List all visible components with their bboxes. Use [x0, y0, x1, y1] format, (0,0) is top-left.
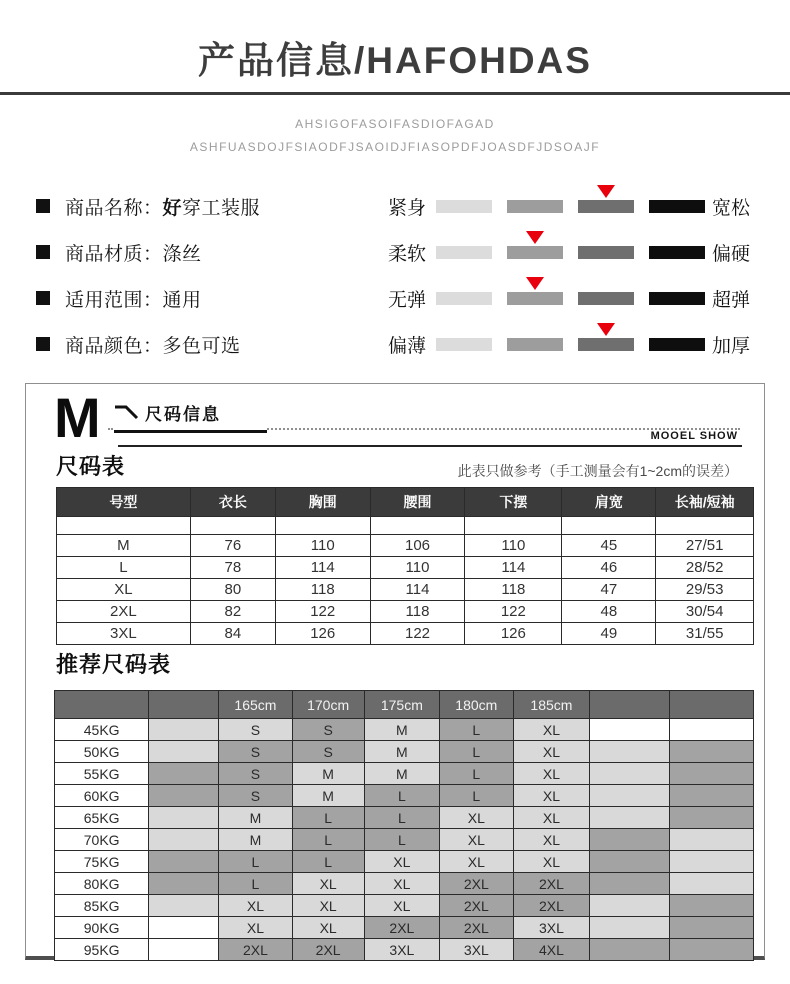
recommend-size-cell	[670, 895, 754, 917]
size-table-cell: 122	[275, 601, 370, 623]
recommend-size-cell: XL	[513, 763, 590, 785]
size-table-cell: 45	[562, 535, 656, 557]
recommend-size-cell: S	[219, 719, 292, 741]
recommend-size-cell	[590, 829, 670, 851]
scale-bar-4	[649, 292, 705, 305]
recommend-size-cell: XL	[219, 917, 292, 939]
recommend-size-cell	[590, 895, 670, 917]
fabric-scale-list	[388, 183, 750, 367]
page-title: 产品信息/HAFOHDAS	[198, 40, 592, 81]
recommend-size-cell: L	[440, 763, 513, 785]
recommend-size-cell	[670, 829, 754, 851]
recommend-size-cell	[590, 873, 670, 895]
recommend-size-cell: 2XL	[513, 895, 590, 917]
size-table-cell: 30/54	[656, 601, 754, 623]
recommend-table-header-cell	[149, 691, 219, 719]
recommend-size-cell	[149, 829, 219, 851]
recommend-size-cell: XL	[440, 851, 513, 873]
scale-bar-2	[507, 246, 563, 259]
size-table-cell: L	[57, 557, 191, 579]
recommend-size-cell: XL	[513, 851, 590, 873]
size-table-cell: 3XL	[57, 623, 191, 645]
size-table-header-cell: 衣长	[190, 488, 275, 517]
size-table-cell: 110	[370, 557, 465, 579]
recommend-table-row	[55, 785, 754, 807]
m-logo: M	[54, 386, 101, 449]
model-show-label: MOOEL SHOW	[643, 430, 738, 442]
recommend-size-cell: L	[440, 785, 513, 807]
product-attribute-row	[36, 183, 260, 229]
recommend-size-cell	[670, 719, 754, 741]
scale-bar-4	[649, 246, 705, 259]
recommend-size-cell: S	[292, 719, 364, 741]
weight-cell: 70KG	[55, 829, 149, 851]
scale-bar-2	[507, 292, 563, 305]
recommend-size-cell	[590, 719, 670, 741]
recommend-size-cell	[590, 807, 670, 829]
size-table-cell: 46	[562, 557, 656, 579]
recommend-size-cell	[670, 851, 754, 873]
bullet-square-icon	[36, 291, 50, 305]
recommend-size-cell: 2XL	[440, 917, 513, 939]
weight-cell: 75KG	[55, 851, 149, 873]
recommend-size-cell: XL	[364, 873, 439, 895]
size-table-cell: 29/53	[656, 579, 754, 601]
recommend-size-cell	[149, 851, 219, 873]
size-table-note: 此表只做参考（手工测量会有1~2cm的误差）	[457, 463, 738, 479]
attribute-text: 适用范围：通用	[65, 289, 202, 311]
recommend-size-cell: M	[364, 741, 439, 763]
recommend-size-cell	[670, 917, 754, 939]
size-table-cell: 48	[562, 601, 656, 623]
size-table-cell: 84	[190, 623, 275, 645]
recommend-size-cell	[670, 785, 754, 807]
product-attribute-row	[36, 275, 260, 321]
recommend-size-table	[54, 690, 754, 961]
size-table-header-row	[57, 488, 754, 517]
fabric-scale-row	[388, 229, 750, 275]
recommend-size-cell: S	[219, 763, 292, 785]
recommend-table-header-cell	[590, 691, 670, 719]
size-table-row	[57, 579, 754, 601]
recommend-size-cell: XL	[513, 807, 590, 829]
scale-bar-3	[578, 292, 634, 305]
recommend-size-cell	[590, 763, 670, 785]
weight-cell: 95KG	[55, 939, 149, 961]
recommend-size-cell: L	[364, 829, 439, 851]
recommend-size-cell: XL	[513, 741, 590, 763]
size-table-row	[57, 535, 754, 557]
scale-marker-icon	[526, 231, 544, 244]
recommend-table-row	[55, 939, 754, 961]
size-table-row	[57, 601, 754, 623]
scale-left-label: 紧身	[388, 197, 427, 219]
recommend-size-cell	[149, 917, 219, 939]
scale-bar-3	[578, 200, 634, 213]
attribute-text: 商品材质：涤丝	[65, 243, 202, 265]
scale-bar-3	[578, 338, 634, 351]
product-attribute-list	[36, 183, 260, 367]
recommend-size-cell: L	[440, 741, 513, 763]
recommend-table-header-cell	[670, 691, 754, 719]
recommend-size-cell: M	[364, 763, 439, 785]
recommend-table-row	[55, 895, 754, 917]
recommend-size-cell: L	[219, 851, 292, 873]
scale-right-label: 宽松	[712, 197, 751, 219]
recommend-size-cell: M	[364, 719, 439, 741]
size-table-header-cell: 腰围	[370, 488, 465, 517]
size-table-cell: 47	[562, 579, 656, 601]
weight-cell: 55KG	[55, 763, 149, 785]
size-table-cell: XL	[57, 579, 191, 601]
size-info-box	[25, 383, 765, 960]
recommend-table-row	[55, 873, 754, 895]
product-attribute-row	[36, 321, 260, 367]
recommend-size-cell: XL	[513, 785, 590, 807]
scale-bars	[436, 338, 705, 351]
size-table-row	[57, 623, 754, 645]
recommend-size-cell	[670, 807, 754, 829]
size-table-cell: 106	[370, 535, 465, 557]
recommend-size-cell: XL	[364, 895, 439, 917]
size-table-header-cell: 肩宽	[562, 488, 656, 517]
size-table-cell: 118	[275, 579, 370, 601]
weight-cell: 60KG	[55, 785, 149, 807]
size-table-cell: 126	[465, 623, 562, 645]
recommend-table-row	[55, 807, 754, 829]
spacer-row	[57, 517, 754, 535]
recommend-size-cell	[590, 851, 670, 873]
size-table-row	[57, 557, 754, 579]
recommend-size-cell: XL	[292, 895, 364, 917]
size-table-cell: 118	[370, 601, 465, 623]
recommend-table-row	[55, 741, 754, 763]
scale-bar-1	[436, 338, 492, 351]
scale-right-label: 加厚	[712, 335, 751, 357]
weight-cell: 85KG	[55, 895, 149, 917]
size-info-heading-group	[114, 400, 267, 433]
recommend-size-cell: 2XL	[513, 873, 590, 895]
size-table-cell: 114	[275, 557, 370, 579]
recommend-size-cell: L	[364, 807, 439, 829]
scale-bar-1	[436, 246, 492, 259]
recommend-size-cell	[670, 939, 754, 961]
recommend-size-cell	[149, 939, 219, 961]
recommend-size-cell	[149, 873, 219, 895]
attribute-text: 商品颜色：多色可选	[65, 335, 241, 357]
size-table-title: 尺码表	[56, 454, 126, 479]
fabric-scale-row	[388, 275, 750, 321]
recommend-size-cell: S	[219, 785, 292, 807]
scale-bars	[436, 246, 705, 259]
scale-left-label: 偏薄	[388, 335, 427, 357]
recommend-size-cell: M	[292, 785, 364, 807]
size-table-cell: 80	[190, 579, 275, 601]
recommend-size-cell	[149, 763, 219, 785]
size-table-cell: 118	[465, 579, 562, 601]
recommend-size-cell	[149, 785, 219, 807]
recommend-size-cell: XL	[364, 851, 439, 873]
scale-marker-icon	[526, 277, 544, 290]
recommend-size-cell	[670, 763, 754, 785]
solid-line	[118, 445, 742, 447]
recommend-table-header-cell: 170cm	[292, 691, 364, 719]
attribute-text: 商品名称：好穿工装服	[65, 197, 261, 219]
weight-cell: 50KG	[55, 741, 149, 763]
size-table-cell: 114	[465, 557, 562, 579]
empty-cell	[370, 517, 465, 535]
weight-cell: 45KG	[55, 719, 149, 741]
recommend-size-cell	[590, 741, 670, 763]
scale-bar-1	[436, 200, 492, 213]
recommend-size-cell: 2XL	[292, 939, 364, 961]
scale-right-label: 超弹	[712, 289, 751, 311]
recommend-table-title: 推荐尺码表	[56, 652, 172, 677]
recommend-size-cell: XL	[513, 829, 590, 851]
fabric-scale-row	[388, 183, 750, 229]
size-table-cell: 110	[465, 535, 562, 557]
recommend-table-header-row	[55, 691, 754, 719]
recommend-size-cell: S	[292, 741, 364, 763]
bullet-square-icon	[36, 199, 50, 213]
weight-cell: 80KG	[55, 873, 149, 895]
scale-left-label: 柔软	[388, 243, 427, 265]
size-table-cell: M	[57, 535, 191, 557]
scale-bar-3	[578, 246, 634, 259]
recommend-table-header-cell: 175cm	[364, 691, 439, 719]
fabric-scale-row	[388, 321, 750, 367]
size-table-cell: 78	[190, 557, 275, 579]
size-table-cell: 82	[190, 601, 275, 623]
recommend-table-row	[55, 917, 754, 939]
recommend-size-cell: M	[219, 807, 292, 829]
recommend-table-row	[55, 829, 754, 851]
size-table-cell: 2XL	[57, 601, 191, 623]
recommend-size-cell	[149, 719, 219, 741]
recommend-table-row	[55, 719, 754, 741]
scale-bar-4	[649, 338, 705, 351]
recommend-size-cell: 2XL	[364, 917, 439, 939]
recommend-size-cell: 3XL	[440, 939, 513, 961]
recommend-size-cell: 2XL	[219, 939, 292, 961]
size-table-cell: 27/51	[656, 535, 754, 557]
recommend-table-header-cell: 180cm	[440, 691, 513, 719]
recommend-size-cell: L	[364, 785, 439, 807]
recommend-table-header-cell: 165cm	[219, 691, 292, 719]
recommend-size-cell: XL	[440, 829, 513, 851]
size-table-cell: 122	[465, 601, 562, 623]
recommend-size-cell	[670, 741, 754, 763]
recommend-size-cell: XL	[440, 807, 513, 829]
empty-cell	[656, 517, 754, 535]
size-table-header-cell: 长袖/短袖	[656, 488, 754, 517]
recommend-size-cell: L	[292, 807, 364, 829]
bullet-square-icon	[36, 337, 50, 351]
recommend-size-cell	[149, 895, 219, 917]
size-table-cell: 49	[562, 623, 656, 645]
product-attribute-row	[36, 229, 260, 275]
scale-marker-icon	[597, 323, 615, 336]
size-table-cell: 76	[190, 535, 275, 557]
recommend-table-header-cell	[55, 691, 149, 719]
recommend-size-cell: 4XL	[513, 939, 590, 961]
size-table-cell: 28/52	[656, 557, 754, 579]
recommend-size-cell: XL	[292, 873, 364, 895]
recommend-size-cell: XL	[513, 719, 590, 741]
recommend-size-cell	[149, 741, 219, 763]
empty-cell	[465, 517, 562, 535]
recommend-size-cell	[590, 917, 670, 939]
size-table-cell: 122	[370, 623, 465, 645]
recommend-size-cell: XL	[219, 895, 292, 917]
recommend-table-row	[55, 851, 754, 873]
recommend-size-cell: XL	[292, 917, 364, 939]
size-table-cell: 114	[370, 579, 465, 601]
recommend-size-cell	[670, 873, 754, 895]
recommend-size-cell: L	[219, 873, 292, 895]
empty-cell	[275, 517, 370, 535]
recommend-size-cell: 2XL	[440, 895, 513, 917]
size-table-header-cell: 号型	[57, 488, 191, 517]
size-table	[56, 487, 754, 645]
empty-cell	[57, 517, 191, 535]
scale-right-label: 偏硬	[712, 243, 751, 265]
recommend-size-cell	[590, 939, 670, 961]
recommend-size-cell: L	[440, 719, 513, 741]
title-divider	[0, 92, 790, 95]
recommend-size-cell: 3XL	[364, 939, 439, 961]
size-table-header-cell: 胸围	[275, 488, 370, 517]
recommend-size-cell: M	[219, 829, 292, 851]
recommend-size-cell: L	[292, 851, 364, 873]
weight-cell: 90KG	[55, 917, 149, 939]
size-table-cell: 126	[275, 623, 370, 645]
recommend-size-cell	[590, 785, 670, 807]
recommend-size-cell: M	[292, 763, 364, 785]
empty-cell	[562, 517, 656, 535]
recommend-size-cell: 2XL	[440, 873, 513, 895]
bullet-square-icon	[36, 245, 50, 259]
weight-cell: 65KG	[55, 807, 149, 829]
size-table-cell: 31/55	[656, 623, 754, 645]
scale-bar-4	[649, 200, 705, 213]
hook-line-icon	[114, 403, 140, 420]
recommend-table-header-cell: 185cm	[513, 691, 590, 719]
scale-bar-2	[507, 200, 563, 213]
size-table-cell: 110	[275, 535, 370, 557]
recommend-size-cell: S	[219, 741, 292, 763]
recommend-table-row	[55, 763, 754, 785]
recommend-size-cell	[149, 807, 219, 829]
subtitle-line-1: AHSIGOFASOIFASDIOFAGAD	[295, 117, 495, 131]
recommend-size-cell: L	[292, 829, 364, 851]
scale-bars	[436, 292, 705, 305]
scale-bar-2	[507, 338, 563, 351]
recommend-size-cell: 3XL	[513, 917, 590, 939]
empty-cell	[190, 517, 275, 535]
size-info-heading: 尺码信息	[145, 405, 221, 424]
subtitle-line-2: ASHFUASDOJFSIAODFJSAOIDJFIASOPDFJOASDFJDSOAJF	[189, 140, 601, 154]
scale-bars	[436, 200, 705, 213]
scale-marker-icon	[597, 185, 615, 198]
scale-bar-1	[436, 292, 492, 305]
size-table-header-cell: 下摆	[465, 488, 562, 517]
scale-left-label: 无弹	[388, 289, 427, 311]
